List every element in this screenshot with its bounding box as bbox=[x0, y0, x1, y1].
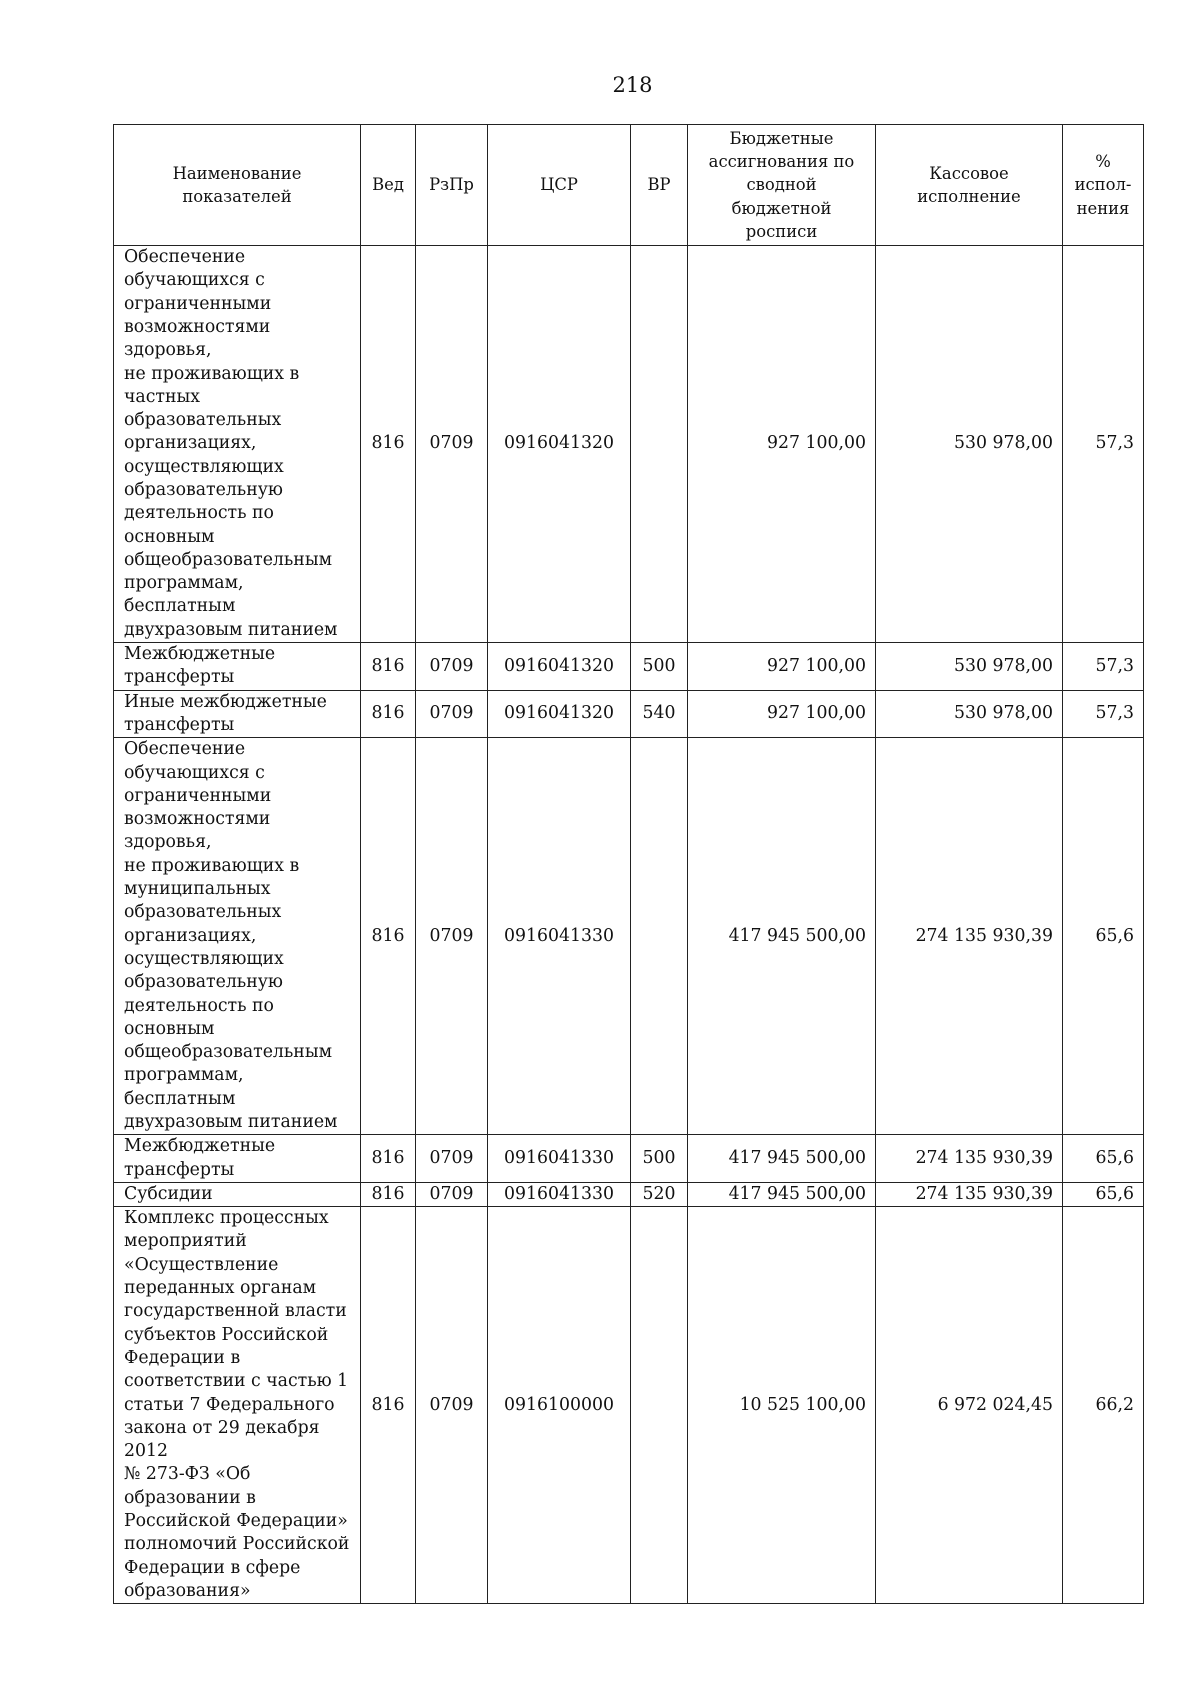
row-percent: 65,6 bbox=[1063, 1135, 1144, 1183]
row-cash: 274 135 930,39 bbox=[876, 1135, 1063, 1183]
row-cash: 274 135 930,39 bbox=[876, 1182, 1063, 1206]
row-cash: 530 978,00 bbox=[876, 246, 1063, 643]
row-csr: 0916041320 bbox=[488, 643, 631, 691]
row-ved: 816 bbox=[361, 1182, 416, 1206]
row-percent: 65,6 bbox=[1063, 738, 1144, 1135]
row-ved: 816 bbox=[361, 738, 416, 1135]
row-csr: 0916041330 bbox=[488, 1135, 631, 1183]
row-ved: 816 bbox=[361, 1207, 416, 1604]
row-name: Межбюджетные трансферты bbox=[114, 643, 361, 691]
table-row bbox=[114, 643, 1144, 691]
row-percent: 57,3 bbox=[1063, 643, 1144, 691]
row-name: Субсидии bbox=[114, 1182, 361, 1206]
row-name: Обеспечение обучающихся с ограниченными возможностями здоровья, не проживающих в муниципальных образовательных организациях, осуществляющих образовательную деятельность по основным общеобразовательным программам, бесплатным двухразовым питанием bbox=[114, 738, 361, 1135]
row-percent: 65,6 bbox=[1063, 1182, 1144, 1206]
row-rzpr: 0709 bbox=[416, 1207, 488, 1604]
page-number: 218 bbox=[612, 73, 653, 97]
header-vr: ВР bbox=[631, 125, 688, 246]
row-cash: 530 978,00 bbox=[876, 690, 1063, 738]
header-ved: Вед bbox=[361, 125, 416, 246]
row-name: Комплекс процессных мероприятий «Осуществление переданных органам государственной власти субъектов Российской Федерации в соответствии с частью 1 статьи 7 Федерального закона от 29 декабря 2012 № 273-ФЗ «Об образовании в Российской Федерации» полномочий Российской Федерации в сфере образования» bbox=[114, 1207, 361, 1604]
table-header-row bbox=[114, 125, 1144, 246]
row-vr bbox=[631, 738, 688, 1135]
table-row bbox=[114, 1135, 1144, 1183]
table-row bbox=[114, 246, 1144, 643]
row-name: Обеспечение обучающихся с ограниченными возможностями здоровья, не проживающих в частных образовательных организациях, осуществляющих образовательную деятельность по основным общеобразовательным программам, бесплатным двухразовым питанием bbox=[114, 246, 361, 643]
row-ved: 816 bbox=[361, 690, 416, 738]
row-rzpr: 0709 bbox=[416, 1182, 488, 1206]
row-cash: 530 978,00 bbox=[876, 643, 1063, 691]
row-ved: 816 bbox=[361, 1135, 416, 1183]
budget-execution-table bbox=[113, 124, 1144, 1604]
row-rzpr: 0709 bbox=[416, 690, 488, 738]
row-vr: 540 bbox=[631, 690, 688, 738]
header-cash: Кассовое исполнение bbox=[876, 125, 1063, 246]
row-csr: 0916100000 bbox=[488, 1207, 631, 1604]
row-rzpr: 0709 bbox=[416, 1135, 488, 1183]
row-name: Межбюджетные трансферты bbox=[114, 1135, 361, 1183]
row-vr: 500 bbox=[631, 643, 688, 691]
header-name: Наименование показателей bbox=[114, 125, 361, 246]
row-assigned: 927 100,00 bbox=[688, 246, 876, 643]
row-percent: 57,3 bbox=[1063, 690, 1144, 738]
row-assigned: 927 100,00 bbox=[688, 690, 876, 738]
row-assigned: 927 100,00 bbox=[688, 643, 876, 691]
table-row bbox=[114, 1182, 1144, 1206]
row-name: Иные межбюджетные трансферты bbox=[114, 690, 361, 738]
row-percent: 66,2 bbox=[1063, 1207, 1144, 1604]
row-percent: 57,3 bbox=[1063, 246, 1144, 643]
row-rzpr: 0709 bbox=[416, 246, 488, 643]
table-row bbox=[114, 1207, 1144, 1604]
header-csr: ЦСР bbox=[488, 125, 631, 246]
row-ved: 816 bbox=[361, 643, 416, 691]
row-csr: 0916041330 bbox=[488, 738, 631, 1135]
row-rzpr: 0709 bbox=[416, 738, 488, 1135]
row-assigned: 10 525 100,00 bbox=[688, 1207, 876, 1604]
header-rzpr: РзПр bbox=[416, 125, 488, 246]
row-csr: 0916041330 bbox=[488, 1182, 631, 1206]
row-ved: 816 bbox=[361, 246, 416, 643]
row-rzpr: 0709 bbox=[416, 643, 488, 691]
row-cash: 6 972 024,45 bbox=[876, 1207, 1063, 1604]
header-percent: % испол- нения bbox=[1063, 125, 1144, 246]
row-vr: 500 bbox=[631, 1135, 688, 1183]
row-assigned: 417 945 500,00 bbox=[688, 738, 876, 1135]
table-row bbox=[114, 738, 1144, 1135]
row-csr: 0916041320 bbox=[488, 246, 631, 643]
row-assigned: 417 945 500,00 bbox=[688, 1182, 876, 1206]
row-cash: 274 135 930,39 bbox=[876, 738, 1063, 1135]
row-assigned: 417 945 500,00 bbox=[688, 1135, 876, 1183]
table-row bbox=[114, 690, 1144, 738]
row-csr: 0916041320 bbox=[488, 690, 631, 738]
row-vr bbox=[631, 246, 688, 643]
row-vr: 520 bbox=[631, 1182, 688, 1206]
header-assigned: Бюджетные ассигнования по сводной бюджетной росписи bbox=[688, 125, 876, 246]
row-vr bbox=[631, 1207, 688, 1604]
